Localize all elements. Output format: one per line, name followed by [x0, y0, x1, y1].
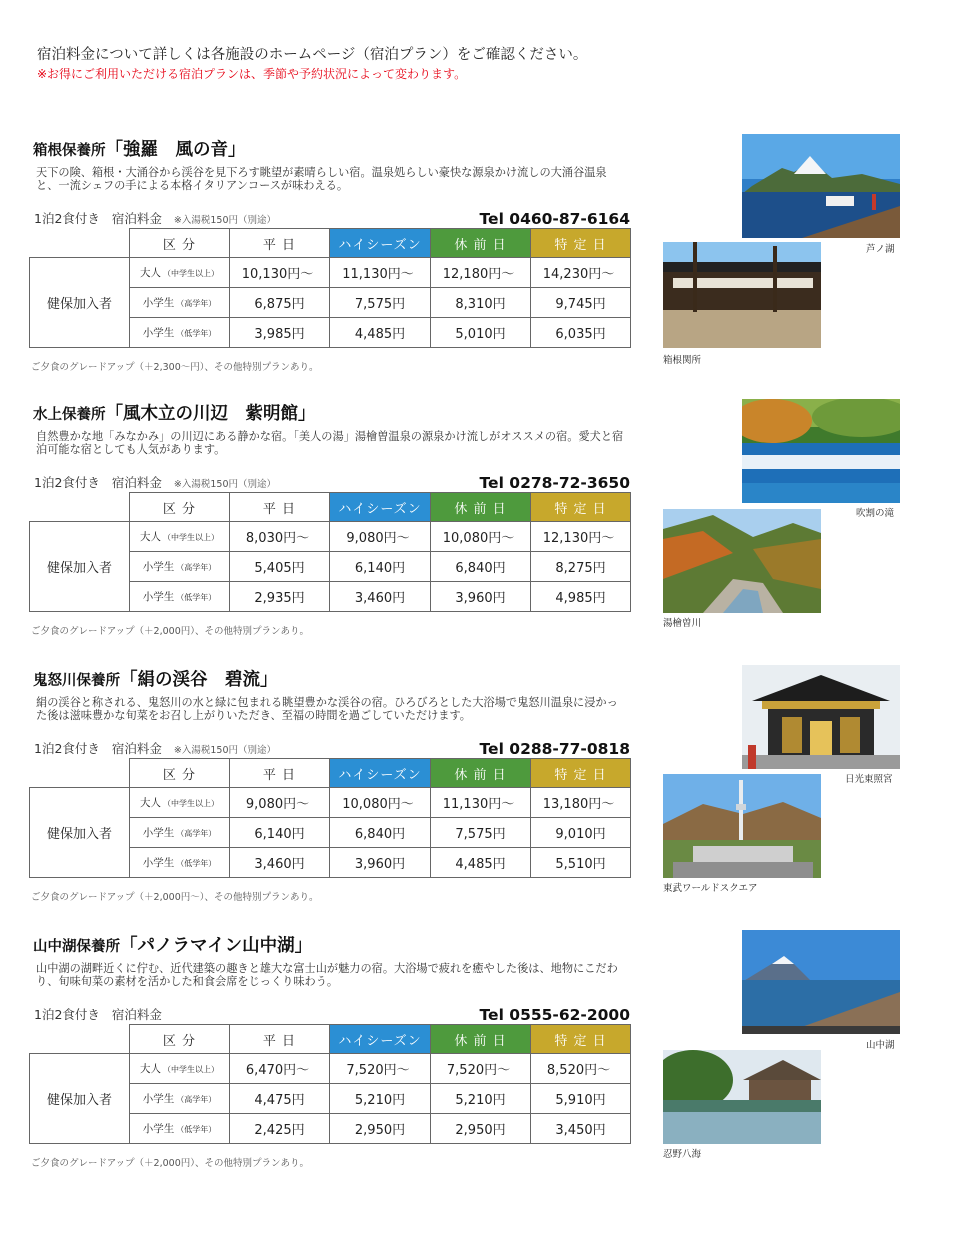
price-weekday: 2,935円: [230, 582, 330, 612]
category-sub: （低学年）: [176, 593, 217, 602]
category-label: 小学生: [142, 827, 175, 839]
price-holiday: 11,130円〜: [431, 788, 531, 818]
price-peak: 3,460円: [330, 582, 431, 612]
plan-label: [34, 1005, 174, 1023]
category-sub: （高学年）: [176, 1095, 217, 1104]
plan-name: 宿泊料金: [111, 475, 162, 490]
price-special: 8,275円: [531, 552, 631, 582]
header-peak: ハイシーズン: [330, 759, 431, 788]
rate-table: [29, 1024, 631, 1144]
price-holiday: 10,080円〜: [431, 522, 531, 552]
price-weekday: 5,405円: [230, 552, 330, 582]
category-sub: （高学年）: [176, 829, 217, 838]
photo-oshino-hakkai: [663, 1050, 821, 1144]
price-weekday: 4,475円: [230, 1084, 330, 1114]
footnote: ご夕食のグレードアップ（＋2,000円）、その他特別プランあり。: [31, 626, 309, 637]
photo-lake-ashi: [742, 134, 900, 238]
header-weekday: 平 日: [230, 493, 330, 522]
category-label: 大人: [140, 531, 161, 543]
category-cell: [130, 288, 230, 318]
header-special: 特 定 日: [531, 493, 631, 522]
price-peak: 10,080円〜: [330, 788, 431, 818]
table-row: [30, 788, 631, 818]
category-cell: [130, 818, 230, 848]
photo-yubiso-river: [663, 509, 821, 613]
category-label: 大人: [140, 797, 161, 809]
intro-note: ※お得にご利用いただける宿泊プランは、季節や予約状況によって変わります。: [37, 67, 467, 81]
header-category: 区 分: [130, 229, 230, 258]
category-label: 小学生: [142, 327, 175, 339]
category-cell: [130, 1054, 230, 1084]
price-peak: 5,210円: [330, 1084, 431, 1114]
header-blank: [30, 1025, 130, 1054]
price-holiday: 2,950円: [431, 1114, 531, 1144]
price-special: 5,510円: [531, 848, 631, 878]
plan-prefix: 1泊2食付き: [34, 741, 100, 756]
intro: [37, 44, 797, 82]
header-weekday: 平 日: [230, 759, 330, 788]
photo-caption: 箱根関所: [663, 355, 702, 366]
price-special: 3,450円: [531, 1114, 631, 1144]
price-weekday: 6,470円〜: [230, 1054, 330, 1084]
facility-org: 鬼怒川保養所: [33, 673, 120, 689]
price-holiday: 8,310円: [431, 288, 531, 318]
category-cell: [130, 552, 230, 582]
photo-caption: 日光東照宮: [845, 774, 893, 785]
category-sub: （中学生以上）: [163, 269, 219, 278]
rate-header-row: [30, 229, 631, 258]
price-peak: 3,960円: [330, 848, 431, 878]
facility-name: 「風木立の川辺 紫明館」: [105, 404, 316, 424]
header-category: 区 分: [130, 759, 230, 788]
table-row: [30, 1054, 631, 1084]
category-label: 小学生: [142, 857, 175, 869]
photo-caption: 山中湖: [866, 1040, 895, 1051]
price-peak: 11,130円〜: [330, 258, 431, 288]
photo-caption: 吹割の滝: [856, 508, 895, 519]
plan-prefix: 1泊2食付き: [34, 1007, 100, 1022]
category-cell: [130, 1114, 230, 1144]
category-cell: [130, 318, 230, 348]
price-holiday: 12,180円〜: [431, 258, 531, 288]
header-peak: ハイシーズン: [330, 1025, 431, 1054]
facility-description: 天下の険、箱根・大涌谷から渓谷を見下ろす眺望が素晴らしい宿。温泉処らしい豪快な源泉かけ流しの大涌谷温泉と、一流シェフの手による本格イタリアンコースが味わえる。: [36, 166, 607, 192]
facility-section-minakami: [0, 400, 960, 650]
photo-tobu-world-square: [663, 774, 821, 878]
facility-title: [33, 666, 278, 691]
category-cell: [130, 582, 230, 612]
table-row: [30, 258, 631, 288]
price-holiday: 7,520円〜: [431, 1054, 531, 1084]
photo-caption: 湯檜曽川: [663, 618, 702, 629]
price-peak: 7,520円〜: [330, 1054, 431, 1084]
price-weekday: 6,140円: [230, 818, 330, 848]
price-peak: 2,950円: [330, 1114, 431, 1144]
header-peak: ハイシーズン: [330, 493, 431, 522]
facility-title: [33, 136, 246, 161]
photo-caption: 忍野八海: [663, 1149, 702, 1160]
photo-nikko-toshogu: [742, 665, 900, 769]
category-sub: （高学年）: [176, 563, 217, 572]
category-cell: [130, 258, 230, 288]
price-special: 4,985円: [531, 582, 631, 612]
category-label: 小学生: [142, 591, 175, 603]
facility-section-yamanakako: [0, 932, 960, 1182]
photo-hakone-checkpoint: [663, 242, 821, 348]
price-special: 8,520円〜: [531, 1054, 631, 1084]
category-sub: （中学生以上）: [163, 799, 219, 808]
header-special: 特 定 日: [531, 759, 631, 788]
category-cell: [130, 522, 230, 552]
facility-description: 山中湖の湖畔近くに佇む、近代建築の趣きと雄大な富士山が魅力の宿。大浴場で疲れを癒やした後は、地物にこだわり、旬味旬菜の素材を活かした和食会席をじっくり味わう。: [36, 962, 618, 988]
price-special: 14,230円〜: [531, 258, 631, 288]
price-special: 6,035円: [531, 318, 631, 348]
price-holiday: 3,960円: [431, 582, 531, 612]
facility-org: 箱根保養所: [33, 143, 106, 159]
header-peak: ハイシーズン: [330, 229, 431, 258]
price-special: 12,130円〜: [531, 522, 631, 552]
category-label: 小学生: [142, 1093, 175, 1105]
price-special: 13,180円〜: [531, 788, 631, 818]
facility-description: 絹の渓谷と称される、鬼怒川の水と緑に包まれる眺望豊かな渓谷の宿。ひろびろとした大浴場で鬼怒川温泉に浸かった後は滋味豊かな旬菜をお召し上がりいただき、至福の時間を過ごしていただけます。: [36, 696, 618, 722]
category-label: 大人: [140, 1063, 161, 1075]
plan-name: 宿泊料金: [111, 1007, 162, 1022]
plan-row: [34, 736, 630, 758]
price-weekday: 10,130円〜: [230, 258, 330, 288]
plan-row: [34, 1002, 630, 1024]
header-holiday: 休 前 日: [431, 229, 531, 258]
category-sub: （低学年）: [176, 859, 217, 868]
header-category: 区 分: [130, 1025, 230, 1054]
header-blank: [30, 229, 130, 258]
footnote: ご夕食のグレードアップ（＋2,300〜円）、その他特別プランあり。: [31, 362, 319, 373]
price-weekday: 8,030円〜: [230, 522, 330, 552]
price-holiday: 6,840円: [431, 552, 531, 582]
category-label: 小学生: [142, 561, 175, 573]
plan-tax: ※入湯税150円（別途）: [173, 215, 277, 226]
header-weekday: 平 日: [230, 229, 330, 258]
price-weekday: 9,080円〜: [230, 788, 330, 818]
price-weekday: 6,875円: [230, 288, 330, 318]
category-cell: [130, 788, 230, 818]
facility-org: 山中湖保養所: [33, 939, 120, 955]
photo-caption: 芦ノ湖: [866, 244, 895, 255]
header-blank: [30, 493, 130, 522]
member-label: 健保加入者: [30, 522, 130, 612]
rate-header-row: [30, 493, 631, 522]
facility-title: [33, 932, 312, 957]
tel-number[interactable]: Tel 0288-77-0818: [479, 740, 630, 758]
category-sub: （中学生以上）: [163, 1065, 219, 1074]
member-label: 健保加入者: [30, 1054, 130, 1144]
header-holiday: 休 前 日: [431, 759, 531, 788]
price-special: 9,010円: [531, 818, 631, 848]
intro-text: 宿泊料金について詳しくは各施設のホームページ（宿泊プラン）をご確認ください。: [37, 47, 588, 63]
tel-number[interactable]: Tel 0555-62-2000: [479, 1006, 630, 1024]
facility-org: 水上保養所: [33, 407, 106, 423]
facility-name: 「絹の渓谷 碧流」: [120, 670, 278, 690]
price-peak: 4,485円: [330, 318, 431, 348]
header-weekday: 平 日: [230, 1025, 330, 1054]
plan-tax: ※入湯税150円（別途）: [173, 745, 277, 756]
tel-number[interactable]: Tel 0460-87-6164: [479, 210, 630, 228]
category-label: 小学生: [142, 1123, 175, 1135]
price-peak: 6,840円: [330, 818, 431, 848]
price-peak: 9,080円〜: [330, 522, 431, 552]
member-label: 健保加入者: [30, 788, 130, 878]
price-holiday: 5,010円: [431, 318, 531, 348]
header-special: 特 定 日: [531, 229, 631, 258]
rate-table: [29, 492, 631, 612]
photo-fukiware-falls: [742, 399, 900, 503]
header-special: 特 定 日: [531, 1025, 631, 1054]
facility-description: 自然豊かな地「みなかみ」の川辺にある静かな宿。「美人の湯」湯檜曽温泉の源泉かけ流しがオススメの宿。愛犬と宿泊可能な宿としても人気があります。: [36, 430, 624, 456]
header-blank: [30, 759, 130, 788]
plan-name: 宿泊料金: [111, 741, 162, 756]
price-weekday: 3,460円: [230, 848, 330, 878]
price-special: 9,745円: [531, 288, 631, 318]
plan-prefix: 1泊2食付き: [34, 211, 100, 226]
facility-section-kinugawa: [0, 666, 960, 916]
price-holiday: 4,485円: [431, 848, 531, 878]
plan-row: [34, 470, 630, 492]
header-holiday: 休 前 日: [431, 1025, 531, 1054]
plan-tax: ※入湯税150円（別途）: [173, 479, 277, 490]
facility-title: [33, 400, 316, 425]
photo-caption: 東武ワールドスクエア: [663, 883, 758, 894]
category-label: 小学生: [142, 297, 175, 309]
tel-number[interactable]: Tel 0278-72-3650: [479, 474, 630, 492]
header-category: 区 分: [130, 493, 230, 522]
price-weekday: 3,985円: [230, 318, 330, 348]
photo-lake-yamanaka: [742, 930, 900, 1034]
price-peak: 6,140円: [330, 552, 431, 582]
rate-table: [29, 228, 631, 348]
category-sub: （中学生以上）: [163, 533, 219, 542]
plan-name: 宿泊料金: [111, 211, 162, 226]
price-holiday: 7,575円: [431, 818, 531, 848]
facility-name: 「パノラマイン山中湖」: [120, 936, 313, 956]
price-peak: 7,575円: [330, 288, 431, 318]
category-sub: （高学年）: [176, 299, 217, 308]
category-label: 大人: [140, 267, 161, 279]
plan-row: [34, 206, 630, 228]
price-special: 5,910円: [531, 1084, 631, 1114]
category-sub: （低学年）: [176, 1125, 217, 1134]
category-cell: [130, 1084, 230, 1114]
plan-label: [34, 739, 276, 757]
footnote: ご夕食のグレードアップ（＋2,000円〜）、その他特別プランあり。: [31, 892, 319, 903]
rate-table: [29, 758, 631, 878]
price-weekday: 2,425円: [230, 1114, 330, 1144]
header-holiday: 休 前 日: [431, 493, 531, 522]
rate-header-row: [30, 1025, 631, 1054]
category-cell: [130, 848, 230, 878]
footnote: ご夕食のグレードアップ（＋2,000円）、その他特別プランあり。: [31, 1158, 309, 1169]
facility-name: 「強羅 風の音」: [105, 140, 246, 160]
category-sub: （低学年）: [176, 329, 217, 338]
plan-label: [34, 473, 276, 491]
rate-header-row: [30, 759, 631, 788]
table-row: [30, 522, 631, 552]
plan-prefix: 1泊2食付き: [34, 475, 100, 490]
facility-section-hakone: [0, 136, 960, 386]
plan-label: [34, 209, 276, 227]
price-holiday: 5,210円: [431, 1084, 531, 1114]
member-label: 健保加入者: [30, 258, 130, 348]
